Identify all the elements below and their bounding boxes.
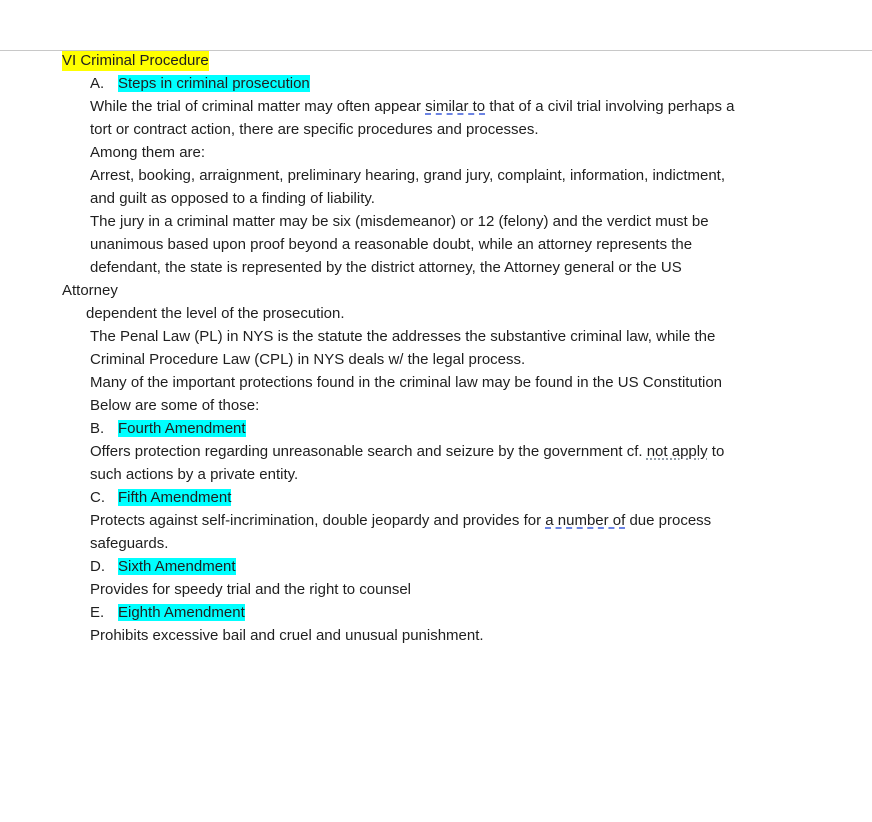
list-marker-e: E. <box>90 604 105 621</box>
section-d-heading-line <box>90 557 236 577</box>
paragraph-line: Criminal Procedure Law (CPL) in NYS deals w/ the legal process. <box>90 351 526 368</box>
section-b-heading: Fourth Amendment <box>118 420 246 437</box>
paragraph-line: Prohibits excessive bail and cruel and unusual punishment. <box>90 627 484 644</box>
document-title: VI Criminal Procedure <box>62 52 209 69</box>
paragraph-line: defendant, the state is represented by the district attorney, the Attorney general or the US <box>90 259 682 276</box>
text-run: to <box>707 443 725 460</box>
paragraph-line: The jury in a criminal matter may be six (misdemeanor) or 12 (felony) and the verdict must be <box>90 213 709 230</box>
section-a-heading-line <box>90 74 310 94</box>
paragraph-line: Provides for speedy trial and the right to counsel <box>90 581 412 598</box>
grammar-flag[interactable]: not apply <box>646 443 708 460</box>
paragraph-line: unanimous based upon proof beyond a reasonable doubt, while an attorney represents the <box>90 236 693 253</box>
section-c-heading: Fifth Amendment <box>118 489 232 506</box>
list-marker-c: C. <box>90 489 105 506</box>
paragraph-line: Arrest, booking, arraignment, preliminary hearing, grand jury, complaint, information, indictment, <box>90 167 726 184</box>
grammar-flag[interactable]: similar to <box>425 98 486 115</box>
text-run: that of a civil trial involving perhaps a <box>485 98 735 115</box>
section-e-heading-line <box>90 603 245 623</box>
paragraph-line: safeguards. <box>90 535 169 552</box>
paragraph-line: Attorney <box>62 282 118 299</box>
paragraph-line: such actions by a private entity. <box>90 466 299 483</box>
text-run: While the trial of criminal matter may often appear <box>90 98 426 115</box>
paragraph-line <box>90 511 711 531</box>
paragraph-line: The Penal Law (PL) in NYS is the statute the addresses the substantive criminal law, while the <box>90 328 716 345</box>
list-marker-a: A. <box>90 75 105 92</box>
text-run: Offers protection regarding unreasonable search and seizure by the government cf. <box>90 443 647 460</box>
paragraph-line: Below are some of those: <box>90 397 260 414</box>
section-e-heading: Eighth Amendment <box>118 604 245 621</box>
grammar-flag[interactable]: a number of <box>545 512 626 529</box>
section-b-heading-line <box>90 419 246 439</box>
paragraph-line <box>90 97 734 117</box>
text-run: Protects against self-incrimination, double jeopardy and provides for <box>90 512 546 529</box>
paragraph-line: tort or contract action, there are specific procedures and processes. <box>90 121 539 138</box>
list-marker-d: D. <box>90 558 105 575</box>
section-a-heading: Steps in criminal prosecution <box>118 75 310 92</box>
paragraph-line <box>90 442 724 462</box>
paragraph-line: and guilt as opposed to a finding of liability. <box>90 190 375 207</box>
paragraph-line: Many of the important protections found in the criminal law may be found in the US Constitution <box>90 374 722 391</box>
text-run: due process <box>625 512 712 529</box>
section-c-heading-line <box>90 488 231 508</box>
paragraph-line: dependent the level of the prosecution. <box>86 305 345 322</box>
section-d-heading: Sixth Amendment <box>118 558 236 575</box>
paragraph-line: Among them are: <box>90 144 206 161</box>
list-marker-b: B. <box>90 420 105 437</box>
